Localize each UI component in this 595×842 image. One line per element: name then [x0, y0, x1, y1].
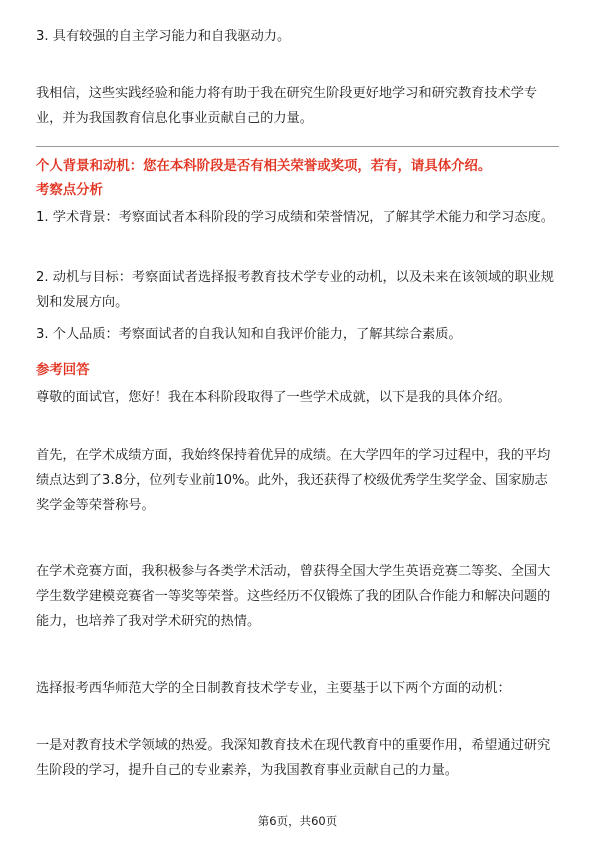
answer-paragraph-3: 在学术竞赛方面，我积极参与各类学术活动，曾获得全国大学生英语竞赛二等奖、全国大学生数学建模竞赛省一等奖等荣誉。这些经历不仅锻炼了我的团队合作能力和解决问题的能力，也培养了我对学术研究的热情。: [36, 564, 551, 629]
analysis-item-2: 2. 动机与目标：考察面试者选择报考教育技术学专业的动机，以及未来在该领域的职业规划和发展方向。: [36, 270, 554, 310]
paragraph-belief: 我相信，这些实践经验和能力将有助于我在研究生阶段更好地学习和研究教育技术学专业，并为我国教育信息化事业贡献自己的力量。: [36, 86, 538, 126]
answer-paragraph-4: 选择报考西华师范大学的全日制教育技术学专业，主要基于以下两个方面的动机：: [36, 681, 511, 696]
answer-paragraph-2: 首先，在学术成绩方面，我始终保持着优异的成绩。在大学四年的学习过程中，我的平均绩点达到了3.8分，位列专业前10%。此外，我还获得了校级优秀学生奖学金、国家励志奖学金等荣誉称号。: [36, 448, 551, 513]
page-number: 第6页，共60页: [257, 814, 338, 828]
answer-paragraph-5: 一是对教育技术学领域的热爱。我深知教育技术在现代教育中的重要作用，希望通过研究生阶段的学习，提升自己的专业素养，为我国教育事业贡献自己的力量。: [36, 738, 551, 778]
answer-title: 参考回答: [36, 363, 90, 378]
analysis-item-1: 1. 学术背景：考察面试者本科阶段的学习成绩和荣誉情况，了解其学术能力和学习态度。: [36, 210, 554, 225]
analysis-item-3: 3. 个人品质：考察面试者的自我认知和自我评价能力，了解其综合素质。: [36, 327, 462, 342]
paragraph-ability-3: 3. 具有较强的自主学习能力和自我驱动力。: [36, 29, 291, 44]
section-divider: [36, 146, 559, 147]
analysis-title: 考察点分析: [36, 183, 103, 198]
answer-paragraph-1: 尊敬的面试官，您好！我在本科阶段取得了一些学术成就，以下是我的具体介绍。: [36, 390, 511, 405]
question-heading: 个人背景和动机：您在本科阶段是否有相关荣誉或奖项，若有，请具体介绍。: [36, 159, 492, 174]
